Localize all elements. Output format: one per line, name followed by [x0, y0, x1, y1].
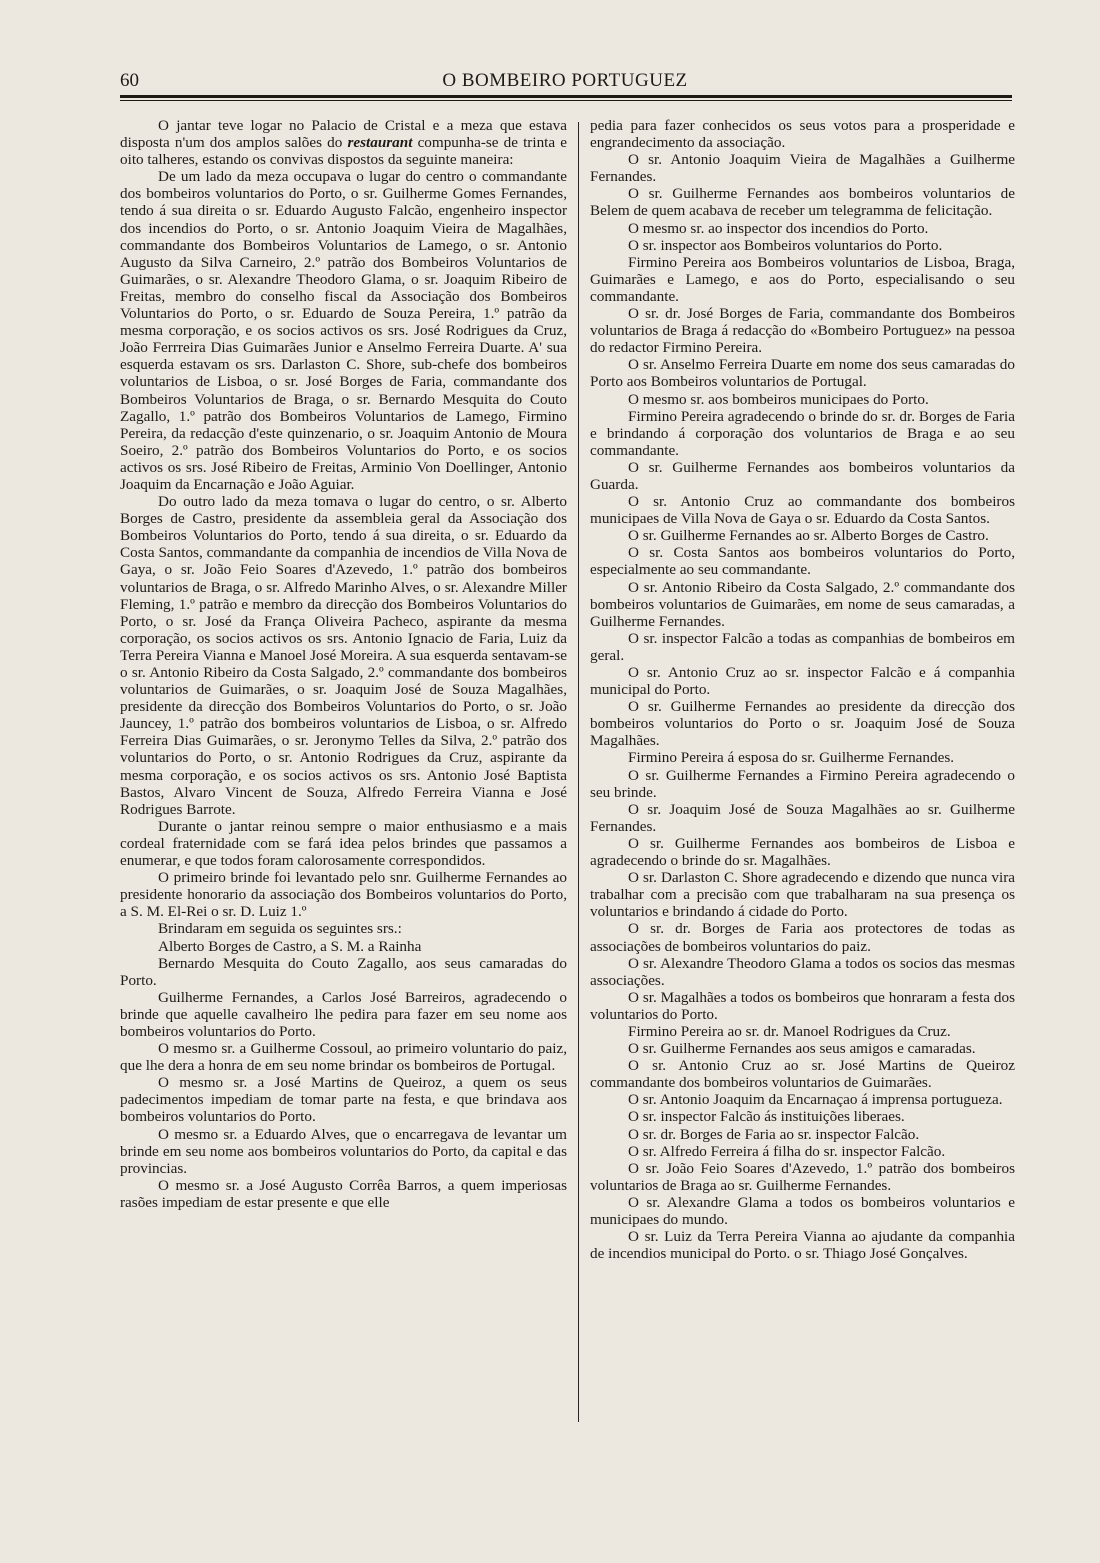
toast-line: O sr. Guilherme Fernandes aos seus amigos e camaradas.: [628, 1040, 976, 1058]
paragraph: Bernardo Mesquita do Couto Zagallo, aos seus camaradas do Porto.: [120, 954, 567, 989]
toast-line: O sr. Antonio Joaquim Vieira de Magalhães a Guilherme Fernandes.: [590, 151, 1015, 186]
toast-line: O mesmo sr. aos bombeiros municipaes do Porto.: [628, 390, 929, 408]
paragraph: O primeiro brinde foi levantado pelo snr. Guilherme Fernandes ao presidente honorario da associação dos Bombeiros voluntarios do Porto, a S. M. El-Rei o sr. D. Luiz 1.º: [120, 869, 567, 921]
paragraph: De um lado da meza occupava o lugar do centro o commandante dos bombeiros voluntarios do Porto, o sr. Guilherme Gomes Fernandes, tendo á sua direita o sr. Eduardo Augusto Falcão, engenheiro inspector dos incendios do Porto, o sr. Antonio Joaquim Vieira de Magalhães, commandante dos Bombeiros Voluntarios de Lamego, o sr. Antonio Augusto da Silva Carneiro, 2.º patrão dos Bombeiros Voluntarios de Guimarães, o sr. Alexandre Theodoro Glama, o sr. Joaquim Ribeiro de Freitas, membro do conselho fiscal da Associação dos Bombeiros Voluntarios do Porto, o sr. Eduardo de Souza Pereira, 1.º patrão da mesma corporação, e os socios activos os srs. José Rodrigues da Cruz, João Ferrreira Dias Guimarães Junior e Anselmo Ferreira Duarte. A' sua esquerda estavam os srs. Darlaston C. Shore, sub-chefe dos bombeiros voluntarios de Lisboa, o sr. José Borges de Faria, commandante dos Bombeiros Voluntarios de Braga, o sr. Bernardo Mesquita do Couto Zagallo, 1.º patrão dos Bombeiros Voluntarios de Lamego, Firmino Pereira, da redacção d'este quinzenario, o sr. Joaquim Antonio de Moura Soeiro, 2.º patrão dos Bombeiros Voluntarios do Porto, e os socios activos os srs. José Ribeiro de Freitas, Arminio Von Doellinger, Antonio Joaquim da Encarnação e João Aguiar.: [120, 168, 567, 493]
toast-line: O sr. Luiz da Terra Pereira Vianna ao ajudante da companhia de incendios municipal do Porto. o sr. Thiago José Gonçalves.: [590, 1228, 1015, 1263]
page-number: 60: [120, 70, 139, 91]
left-column: [120, 117, 567, 1211]
toast-line: O sr. inspector Falcão a todas as companhias de bombeiros em geral.: [590, 629, 1015, 664]
paragraph: O mesmo sr. a Guilherme Cossoul, ao primeiro voluntario do paiz, que lhe dera a honra de em seu nome brindar os bombeiros de Portugal.: [120, 1040, 567, 1075]
toast-line: O sr. Joaquim José de Souza Magalhães ao sr. Guilherme Fernandes.: [590, 800, 1015, 835]
italic-word: restaurant: [347, 134, 413, 152]
column-divider: [578, 122, 579, 1422]
publication-title: O BOMBEIRO PORTUGUEZ: [442, 70, 688, 91]
toast-line: O sr. Antonio Joaquim da Encarnaçao á imprensa portugueza.: [628, 1091, 1003, 1109]
header-rule-thick: [120, 95, 1012, 98]
toast-line: O sr. Antonio Cruz ao sr. José Martins de Queiroz commandante dos bombeiros voluntarios de Guimarães.: [590, 1057, 1015, 1092]
toast-line: O sr. Antonio Ribeiro da Costa Salgado, 2.º commandante dos bombeiros voluntarios de Guimarães, em nome de seus camaradas, a Guilherme Fernandes.: [590, 578, 1015, 630]
toast-line: O sr. Costa Santos aos bombeiros voluntarios do Porto, especialmente ao seu commandante.: [590, 544, 1015, 579]
toast-line: Firmino Pereira á esposa do sr. Guilherme Fernandes.: [628, 749, 955, 767]
toast-line: O sr. Darlaston C. Shore agradecendo e dizendo que nunca vira trabalhar com a precisão com que trabalharam na sua presença os voluntarios e brindando á cidade do Porto.: [590, 869, 1015, 921]
toast-line: O sr. inspector Falcão ás instituições liberaes.: [628, 1108, 905, 1126]
toast-line: O sr. Guilherme Fernandes aos bombeiros voluntarios de Belem de quem acabava de receber um telegramma de felicitação.: [590, 185, 1015, 220]
toast-line: O sr. dr. Borges de Faria aos protectores de todas as associações de bombeiros voluntarios do paiz.: [590, 920, 1015, 955]
toast-line: O sr. João Feio Soares d'Azevedo, 1.º patrão dos bombeiros voluntarios de Braga ao sr. Guilherme Fernandes.: [590, 1159, 1015, 1194]
toast-line: O sr. Magalhães a todos os bombeiros que honraram a festa dos voluntarios do Porto.: [590, 988, 1015, 1023]
paragraph: pedia para fazer conhecidos os seus votos para a prosperidade e engrandecimento da associação.: [590, 117, 1015, 152]
toast-line: Firmino Pereira aos Bombeiros voluntarios de Lisboa, Braga, Guimarães e Lamego, e aos do Porto, especialisando o seu commandante.: [590, 253, 1015, 305]
paragraph: Do outro lado da meza tomava o lugar do centro, o sr. Alberto Borges de Castro, presidente da assembleia geral da Associação dos Bombeiros Voluntarios do Porto, tendo á sua direita, o sr. Eduardo da Costa Santos, commandante da companhia de incendios de Villa Nova de Gaya, o sr. João Feio Soares d'Azevedo, 1.º patrão dos bombeiros voluntarios de Braga, o sr. Alfredo Marinho Alves, o sr. Alexandre Miller Fleming, 1.º patrão e membro da direcção dos Bombeiros Voluntarios do Porto, o sr. José da França Oliveira Pacheco, aspirante da mesma corporação, os socios activos os srs. Antonio Ignacio de Faria, Luiz da Terra Pereira Vianna e Manoel José Moreira. A sua esquerda sentavam-se o sr. Antonio Ribeiro da Costa Salgado, 2.º commandante dos bombeiros voluntarios de Guimarães, o sr. Joaquim José de Souza Magalhães, presidente da direcção dos Bombeiros Voluntarios do Porto, o sr. João Jauncey, 1.º patrão dos bombeiros voluntarios de Lisboa, o sr. Alfredo Ferreira Dias Guimarães, o sr. Jeronymo Telles da Silva, 2.º patrão dos voluntarios do Porto, o sr. Antonio Rodrigues da Cruz, aspirante da mesma corporação, e os socios activos os srs. Antonio José Baptista Bastos, Alvaro Vincent de Souza, Alfredo Ferreira Vianna e José Rodrigues Barrote.: [120, 493, 567, 818]
toast-line: O mesmo sr. ao inspector dos incendios do Porto.: [628, 219, 929, 237]
page-header: [120, 70, 1010, 94]
paragraph: O jantar teve logar no Palacio de Cristal e a meza que estava disposta n'um dos amplos salões do restaurant compunha-se de trinta e oito talheres, estando os convivas dispostos da seguinte maneira:: [120, 117, 567, 169]
paragraph: Guilherme Fernandes, a Carlos José Barreiros, agradecendo o brinde que aquelle cavalheiro lhe pedira para fazer em seu nome aos bombeiros voluntarios do Porto.: [120, 988, 567, 1040]
toast-line: O sr. Guilherme Fernandes a Firmino Pereira agradecendo o seu brinde.: [590, 766, 1015, 801]
toast-line: O sr. Guilherme Fernandes aos bombeiros voluntarios da Guarda.: [590, 458, 1015, 493]
toast-line: O sr. Antonio Cruz ao commandante dos bombeiros municipaes de Villa Nova de Gaya o sr. Eduardo da Costa Santos.: [590, 493, 1015, 528]
paragraph: Durante o jantar reinou sempre o maior enthusiasmo e a mais cordeal fraternidade com se fará idea pelos brindes que passamos a enumerar, e que todos foram calorosamente correspondidos.: [120, 817, 567, 870]
header-rule-thin: [120, 100, 1012, 101]
paragraph: Brindaram em seguida os seguintes srs.:: [158, 920, 402, 938]
toast-line: Firmino Pereira ao sr. dr. Manoel Rodrigues da Cruz.: [628, 1022, 951, 1040]
toast-line: O sr. inspector aos Bombeiros voluntarios do Porto.: [628, 236, 943, 254]
paragraph: O mesmo sr. a Eduardo Alves, que o encarregava de levantar um brinde em seu nome aos bombeiros voluntarios do Porto, da capital e das provincias.: [120, 1125, 567, 1177]
toast-line: O sr. Alfredo Ferreira á filha do sr. inspector Falcão.: [628, 1142, 946, 1160]
paragraph: Alberto Borges de Castro, a S. M. a Rainha: [158, 937, 422, 955]
right-column: [590, 117, 1015, 1262]
toast-line: O sr. Guilherme Fernandes ao presidente da direcção dos bombeiros voluntarios do Porto o sr. Joaquim José de Souza Magalhães.: [590, 698, 1015, 750]
toast-line: O sr. Anselmo Ferreira Duarte em nome dos seus camaradas do Porto aos Bombeiros voluntarios de Portugal.: [590, 356, 1015, 391]
toast-line: O sr. Antonio Cruz ao sr. inspector Falcão e á companhia municipal do Porto.: [590, 664, 1015, 699]
toast-line: O sr. Alexandre Theodoro Glama a todos os socios das mesmas associações.: [590, 954, 1015, 989]
paragraph: O mesmo sr. a José Augusto Corrêa Barros, a quem imperiosas rasões impediam de estar presente e que elle: [120, 1176, 567, 1211]
toast-line: O sr. dr. Borges de Faria ao sr. inspector Falcão.: [628, 1125, 920, 1143]
toast-line: O sr. dr. José Borges de Faria, commandante dos Bombeiros voluntarios de Braga á redacção do «Bombeiro Portuguez» na pessoa do redactor Firmino Pereira.: [590, 305, 1015, 357]
toast-line: O sr. Guilherme Fernandes ao sr. Alberto Borges de Castro.: [628, 527, 989, 545]
toast-line: O sr. Guilherme Fernandes aos bombeiros de Lisboa e agradecendo o brinde do sr. Magalhães.: [590, 834, 1015, 870]
toast-line: O sr. Alexandre Glama a todos os bombeiros voluntarios e municipaes do mundo.: [590, 1193, 1015, 1228]
paragraph: O mesmo sr. a José Martins de Queiroz, a quem os seus padecimentos impediam de tomar parte na festa, e que brindava aos bombeiros voluntarios do Porto.: [120, 1074, 567, 1126]
toast-line: Firmino Pereira agradecendo o brinde do sr. dr. Borges de Faria e brindando á corporação dos voluntarios de Braga e ao seu commandante.: [590, 407, 1015, 459]
